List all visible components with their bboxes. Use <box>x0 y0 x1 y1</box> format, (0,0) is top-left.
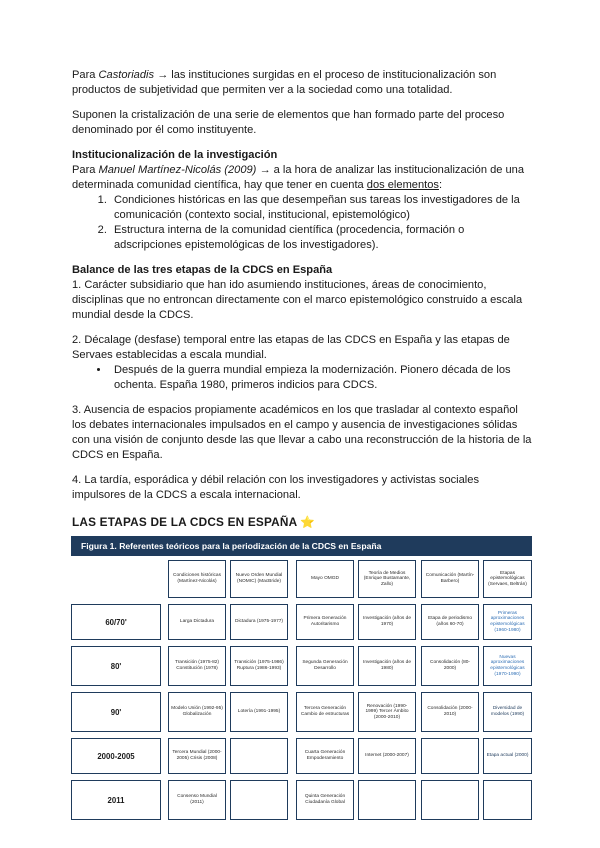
table-cell: Investigación (años de 1980) <box>358 646 416 686</box>
table-cell: Transición (1975-82) Constitución (1978) <box>168 646 226 686</box>
table-cell: Etapa de periodismo (años 60-70) <box>421 604 479 640</box>
list-item: • Después de la guerra mundial empieza la modernización. Pionero década de los ochenta. España 1980, primeros indicios para CDCS. <box>110 363 532 393</box>
table-cell: Renovación (1990-1999) Tercer Ámbito (2000-2010) <box>358 692 416 732</box>
paragraph-castoriadis: Para Castoriadis → las instituciones surgidas en el proceso de institucionalización son productos de subjetividad que permiten ver a la sociedad como una totalidad. <box>72 69 497 96</box>
table-cell: Segunda Generación Desarrollo <box>296 646 354 686</box>
table-cell: Tercera Generación Cambio de estructuras <box>296 692 354 732</box>
table-cell: Consenso Mundial (2011) <box>168 780 226 820</box>
list-item: 1. Condiciones históricas en las que desempeñan sus tareas los investigadores de la comunicación (contexto social, institucional, epistemológico) <box>110 193 532 223</box>
header-cell: Etapas epistemológicas (Servaes, Beltrán) <box>483 560 532 598</box>
point-2: 2. Décalage (desfase) temporal entre las etapas de las CDCS en España y las etapas de Servaes establecidas a escala mundial. <box>72 334 510 361</box>
bullet-list <box>72 363 532 393</box>
table-cell: Lotería (1991-1995) <box>230 692 288 732</box>
heading-balance: Balance de las tres etapas de la CDCS en España <box>72 264 333 276</box>
table-cell <box>358 780 416 820</box>
table-cell: Modelo Unión (1992-95) Globalización <box>168 692 226 732</box>
header-cell: Nuevo Orden Mundial (NOMIC) (MacBride) <box>230 560 288 598</box>
header-cell: Mayo OMGD <box>296 560 354 598</box>
table-cell: Nuevas aproximaciones epistemológicas (1970-1990) <box>483 646 532 686</box>
header-cell: Teoría de Medios (Enrique Bustamante, Zallo) <box>358 560 416 598</box>
table-cell: Consolidación (80-2000) <box>421 646 479 686</box>
table-cell <box>230 738 288 774</box>
row-label: 90' <box>71 692 161 732</box>
table-cell: Consolidación (2000-2010) <box>421 692 479 732</box>
table-cell: Dictadura (1975-1977) <box>230 604 288 640</box>
table-cell: Investigación (años de 1970) <box>358 604 416 640</box>
table-cell <box>421 738 479 774</box>
header-cell: Comunicación (Martín-Barbero) <box>421 560 479 598</box>
table-cell: Quinta Generación Ciudadanía Global <box>296 780 354 820</box>
table-cell: Transición (1975-1986) Ruptura (1986-1993) <box>230 646 288 686</box>
paragraph-martinez-nicolas: Para Manuel Martínez-Nicolás (2009) → a la hora de analizar las institucionalización de una determinada comunidad científica, hay que tener en cuenta dos elementos: <box>72 164 525 191</box>
point-1: 1. Carácter subsidiario que han ido asumiendo instituciones, áreas de conocimiento, disciplinas que no entroncan directamente con el marco epistemológico construido a escala mundial desde la CDCS. <box>72 279 523 321</box>
point-3: 3. Ausencia de espacios propiamente académicos en los que trasladar al contexto español los debates internacionales impulsados en el campo y ausencia de investigaciones sólidas con una visión de conjunto desde las que llevar a cabo una reconstrucción de la historia de la CDCS en España. <box>72 404 532 461</box>
table-cell <box>230 780 288 820</box>
table-cell: Internet (2000-2007) <box>358 738 416 774</box>
heading-etapas: LAS ETAPAS DE LA CDCS EN ESPAÑA ⭐ <box>72 515 316 529</box>
row-label: 2011 <box>71 780 161 820</box>
star-icon: ⭐ <box>300 515 316 529</box>
row-label: 80' <box>71 646 161 686</box>
table-cell: Primeras aproximaciones epistemológicas (1960-1980) <box>483 604 532 640</box>
table-cell: Primera Generación Autoritarismo <box>296 604 354 640</box>
table-cell <box>483 780 532 820</box>
header-cell: Condiciones históricas (Martínez-Nicolás) <box>168 560 226 598</box>
paragraph-cristalizacion: Suponen la cristalización de una serie de elementos que han formado parte del proceso denominado por él como instituyente. <box>72 109 505 136</box>
table-cell: Etapa actual (2000) <box>483 738 532 774</box>
author-castoriadis: Castoriadis <box>98 69 155 81</box>
figure-title: Figura 1. Referentes teóricos para la periodización de la CDCS en España <box>71 536 532 556</box>
document-body <box>72 68 532 530</box>
point-4: 4. La tardía, esporádica y débil relación con los investigadores y activistas sociales impulsores de la CDCS a escala internacional. <box>72 474 479 501</box>
table-cell: Larga Dictadura <box>168 604 226 640</box>
row-label: 2000-2005 <box>71 738 161 774</box>
row-label: 60/70' <box>71 604 161 640</box>
elements-list <box>72 193 532 253</box>
table-cell: Tercera Mundial (2000-2005) Crisis (2008) <box>168 738 226 774</box>
list-item: 2. Estructura interna de la comunidad científica (procedencia, formación o adscripciones epistemológicas de los investigadores). <box>110 223 532 253</box>
table-cell: Cuarta Generación Empoderamiento <box>296 738 354 774</box>
author-martinez-nicolas: Manuel Martínez-Nicolás (2009) <box>98 164 257 176</box>
table-cell <box>421 780 479 820</box>
table-cell: Diversidad de modelos (1990) <box>483 692 532 732</box>
figure-grid <box>71 560 532 820</box>
heading-institucionalizacion: Institucionalización de la investigación <box>72 149 278 161</box>
underlined-dos-elementos: dos elementos <box>366 179 439 191</box>
figure-1 <box>71 536 532 820</box>
